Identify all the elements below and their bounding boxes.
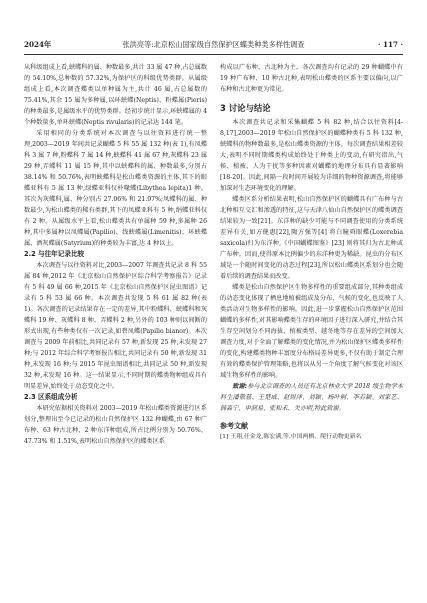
paragraph-discussion-1: 本次调查共记录和采集蝴蝶 5 科 82 种,结合以往资料[4-8,17],2003—2019 年松山自然保护区的蝴蝶种类有 5 科 132 种,蛱蝶科的物种数最多,是松山蝶类资源的主体。每次调查结果相差较大,表明不同时期蝶类构成始终处于种类上的变动,有研究指出,气候、植被、人为干扰等多种因素对蝴蝶的地理分布具有显著影响[18-20]。因此,间隔一段时间开展较为详细的物种资源调查,将能够加深对生态环境变化的理解。 <box>220 119 403 192</box>
reference-item: [1] 王翔,任金龙,陈宏满,等.中国两栖、爬行动物更新名 <box>220 434 362 440</box>
section-heading-2-2: 2.2 与往年记录比较 <box>24 250 85 258</box>
paragraph-family-composition: 从科级组成上看,蛱蝶科的属、种数最多,共计 33 属 47 种,占总属数的 54.10%,总种数的 57.32%,为保护区的科级优势类群。从属级组成上看,本次调查蝶类以单种属为主,共计 46 属,占总属数的 75.41%,其余 15 属为多种属,以环蛱蝶(Neptis)、粉蝶属(Pieris)的种类最多,是属级水平的优势类群。经初步统计显示,环蛱蝶属的 4 个种数量多,单环蛱蝶(Neptis rivularis)的记录达 144 笔。 <box>24 64 207 126</box>
page-header <box>24 39 403 53</box>
paragraph-fauna-analysis: 本研究依据相关资料对 2003—2019 年松山蝶类资源进行区系划分,整理出至今已记录的松山自然保护区 132 种蝴蝶,由 67 种广布种、63 种古北种、2 种东洋种组成,所占比例分别为 50.76%、47.73% 和 1.51%,表明松山自然保护区的蝶类区系 <box>24 405 207 445</box>
header-year: 2024年 <box>24 40 52 49</box>
acknowledgement <box>220 381 403 414</box>
paragraph-fauna-continued: 构成以广布种、古北种为主。各次调查均有记录的 29 种蝴蝶中有 19 种广布种、10 种古北种,表明松山蝶类的区系主要以偏向,以广布种和古北种更为常见。 <box>220 64 403 93</box>
section-heading-3: 3 讨论与结论 <box>220 103 271 113</box>
page-number: · 117 · <box>377 40 403 49</box>
right-column <box>220 62 403 442</box>
acknowledgement-text: 参与北京调查的人员还有北京林业大学 2018 级生物学本科生潘敬慈、王楚威、赵煜洋、刘颖、杨叶舸、李若颖、刘家艺、韩淼宁、申润易、张和禾、关亦明,特此致谢。 <box>220 383 403 412</box>
running-title: 张洪亮等:北京松山国家级自然保护区蝶类种类多样性调查 <box>122 40 305 49</box>
paragraph-discussion-2: 蝶类区系分析结果表明,松山自然保护区的蝴蝶具有广布种与古北种相互交汇和渗透的特征,这与天津八仙山自然保护区的蝶类调查结果较为一致[21]。东洋种的缺少可能与不同调查使用的分类系统差异有关,如方健惠[22],陶方强等[4] 将白瞳舜眼蝶(Loxerebia saxicola)归为东洋种,《中国蝴蝶图鉴》[23] 则将其归为古北种或广布种。因而,使得原本比例偏少的东洋种更为稀缺。昆虫的分布区域是一个随时间变化的动态过程[23],所以松山蝶类区系划分也会随着后续的调查结果而改变。 <box>220 196 403 280</box>
section-heading-2-3: 2.3 区系组成分析 <box>24 393 78 401</box>
paragraph-record-comparison: 本次调查与以往资料对比,2003—2007 年调查共记录 8 科 55 属 84 种,2012 年《北京松山自然保护区综合科学考察报告》记录有 5 科 49 属 66 种,2015 年《北京松山自然保护区昆虫图谱》记录有 5 科 53 属 66 种。本次调查共发现 5 科 61 属 82 种(表 1)。各次调查的记录结果存在一定的差异,其中粉蝶科、蛱蝶科和灰蝶科 19 种、灰蝶科 8 种、弄蝶科 2 种,另外的 103 种则以间断的形式出现,有些种类仅有一次记录,如碧凤蝶(Papilio bianor)。本次调查与 2009 年前相比,共同记录有 57 种,新发现 25 种,未发现 27 种;与 2012 年综合科学考察报告相比,共同记录有 50 种,新发现 31 种,未发现 16 种;与 2015 年昆虫图谱相比,共同记录 50 种,新发现 32 种,未发现 16 种。这一结果显示,不同时期的蝶类物种组成具有明显差异,始终处于动态变化之中。 <box>24 262 207 390</box>
header-rule <box>24 54 403 55</box>
acknowledgement-label: 致谢: <box>232 383 248 390</box>
paragraph-species-list: 采用相同的分类系统对本次调查与以往资料进行统一整理,2003—2019 年间共记录蝴蝶 5 科 55 属 132 种(表 1),有凤蝶科 3 属 7 种,粉蝶科 7 属 14 种,蛱蝶科 41 属 67 种,灰蝶科 23 属 29 种,弄蝶科 11 属 15 种,其中以蛱蝶科的属、种数最多,分别占 38.14% 和 50.76%,表明蛱蝶科是松山蝶类资源的主体,其下的眼蝶亚科有 5 属 13 种,绿蝶亚科仅朴喙蝶(Libythea lepita)1 种。其次为灰蝶科,属、种分别占 27.06% 和 21.97%;凤蝶科的属、种数最少,为松山蝶类的稀有类群,其下的凤蝶亚科有 5 种,绢蝶亚科仅有 2 种。从属级水平上看,松山蝶类共有单属种 59 种,多属种 26 种,其中多属种以凤蝶属(Papilio)、线蛱蝶属(Limenitis)、环蛱蝶属、洒灰蝶属(Satyrium)的种类较为丰富,达 4 种以上。 <box>24 130 207 247</box>
left-column <box>24 62 207 447</box>
paragraph-discussion-3: 蝶类是松山自然保护区生物多样性的重要组成部分,其种类组成的动态变化体现了栖息地植被组成及分布、气候的变化,也反映了人类活动对生物多样性的影响。因此,进一步掌握松山自然保护区范围蝴蝶的多样性,对其影响蝶类生存的环境因子进行深入研究,并结合其生存空间划分不同海拔、植被类型、越冬地等存在差异的空间加大调查力度,对于全面了解蝶类的变化情况,并为松山保护区蝶类多样性的变化,构建蝶类物种丰富度分布格局差异更多,不仅有助于制定合理有效的蝶类保护管理策略,也将以从另一个角度了解气候变化对该区域生物多样性的影响。 <box>220 284 403 379</box>
references-title: 参考文献 <box>220 422 248 430</box>
